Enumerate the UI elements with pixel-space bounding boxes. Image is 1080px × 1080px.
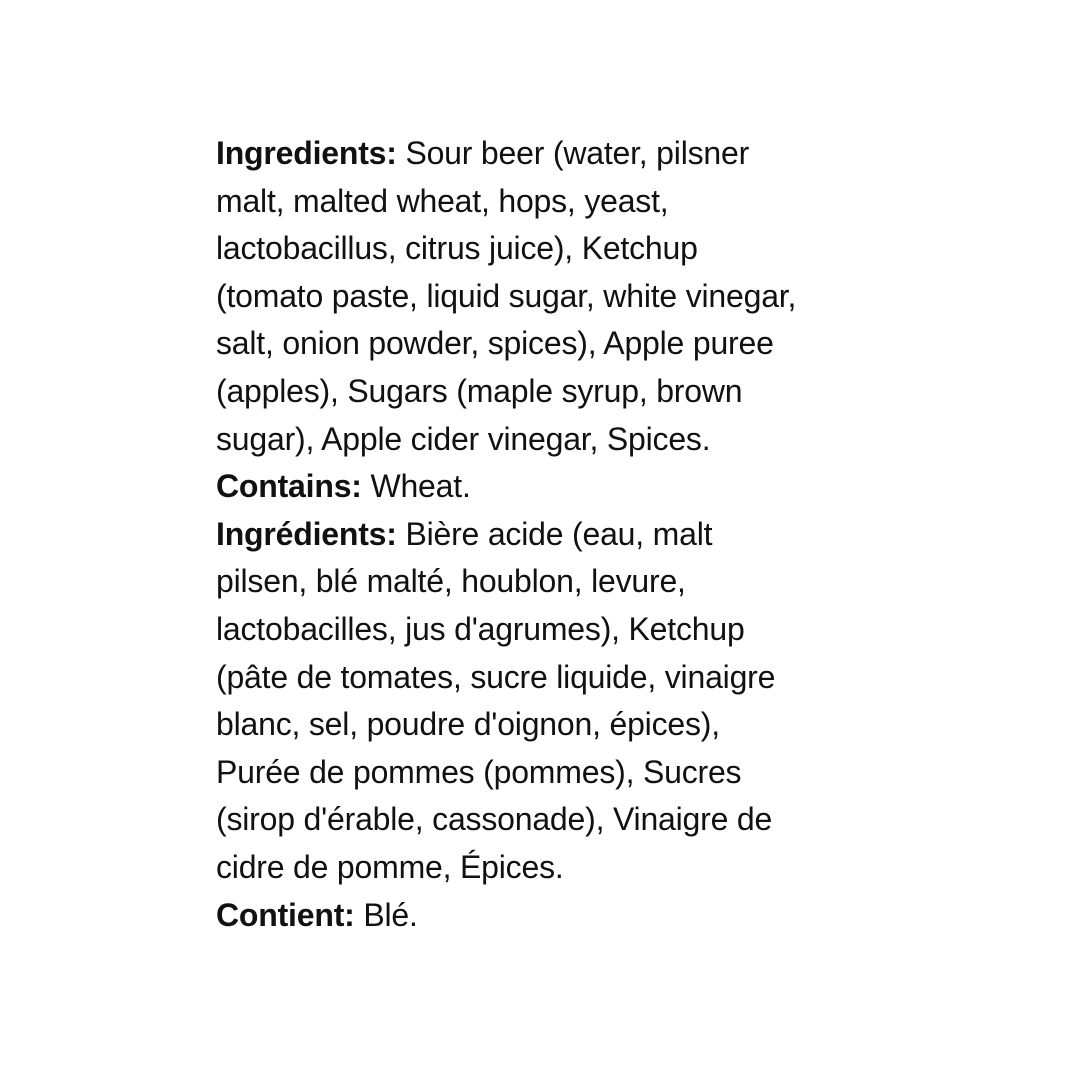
french-ingredients-line-6: Purée de pommes (pommes), Sucres [216,753,742,790]
french-contains-line [216,892,876,940]
french-ingredients-line-1 [216,511,876,559]
french-ingredients-heading: Ingrédients: [216,515,397,552]
english-contains-heading: Contains: [216,468,362,505]
english-ingredients-line-2: malt, malted wheat, hops, yeast, [216,182,669,219]
french-ingredients-line-3: lactobacilles, jus d'agrumes), Ketchup [216,610,745,647]
french-contains-heading: Contient: [216,896,355,933]
french-ingredients-line-2: pilsen, blé malté, houblon, levure, [216,563,686,600]
french-ingredients-line-4: (pâte de tomates, sucre liquide, vinaigre [216,658,776,695]
english-ingredients-line-7: sugar), Apple cider vinegar, Spices. [216,420,711,457]
french-ingredients-line-7: (sirop d'érable, cassonade), Vinaigre de [216,801,773,838]
english-ingredients-line-3: lactobacillus, citrus juice), Ketchup [216,230,698,267]
french-ingredients-line-5: blanc, sel, poudre d'oignon, épices), [216,706,720,743]
english-ingredients-text: Sour beer (water, pilsner [405,135,750,171]
french-ingredients-line-8: cidre de pomme, Épices. [216,848,564,885]
french-contains-value: Blé. [363,896,418,933]
english-contains-line [216,463,876,511]
english-ingredients-line-1 [216,130,876,178]
ingredients-label [216,130,876,939]
english-ingredients-heading: Ingredients: [216,135,397,171]
english-contains-value: Wheat. [370,468,471,505]
english-ingredients-line-4: (tomato paste, liquid sugar, white vinegar, [216,277,797,314]
french-ingredients-text: Bière acide (eau, malt [405,515,713,552]
english-ingredients-line-5: salt, onion powder, spices), Apple puree [216,325,774,362]
english-ingredients-line-6: (apples), Sugars (maple syrup, brown [216,372,743,409]
